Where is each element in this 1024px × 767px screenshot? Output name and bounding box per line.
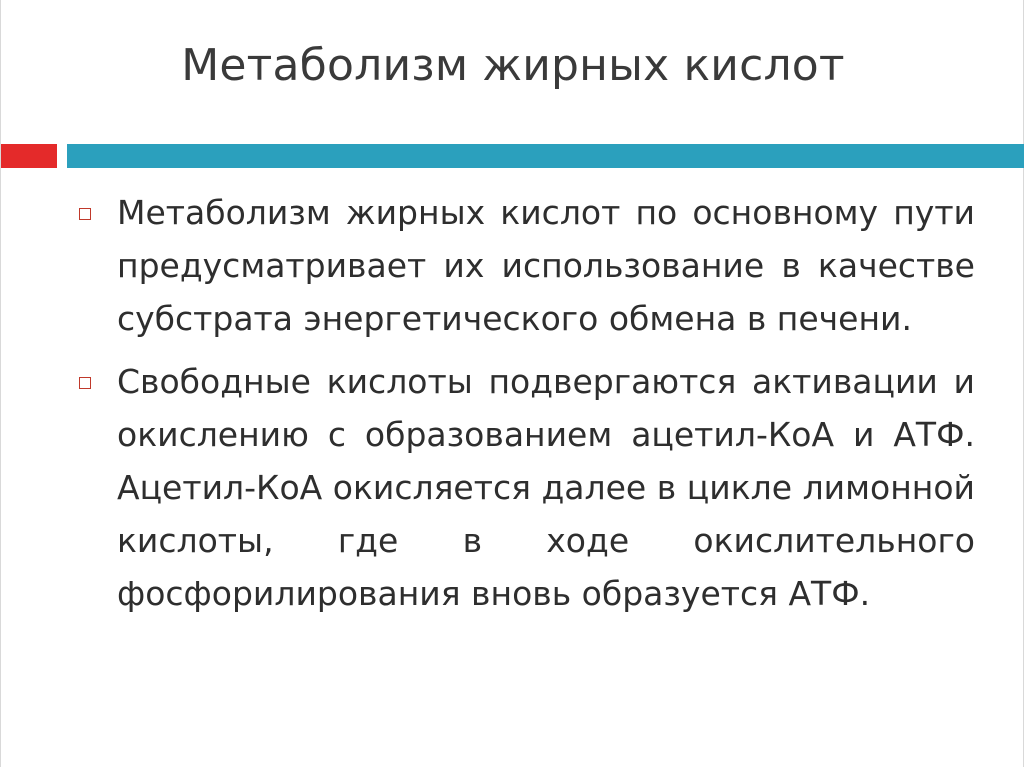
accent-bar-teal (67, 144, 1024, 168)
bullet-text: Свободные кислоты подвергаются активации и окислению с образованием ацетил-КоА и АТФ. Ацетил-КоА окисляется далее в цикле лимонной кислоты, где в ходе окислительного фосфорилирования вновь образуется АТФ. (117, 362, 975, 613)
slide-title: Метаболизм жирных кислот (181, 40, 845, 91)
accent-bar-red (1, 144, 57, 168)
bullet-item (75, 186, 975, 345)
bullet-list (75, 186, 975, 630)
bullet-text: Метаболизм жирных кислот по основному пути предусматривает их использование в качестве субстрата энергетического обмена в печени. (117, 193, 975, 338)
bullet-item (75, 355, 975, 620)
square-bullet-icon (79, 377, 91, 389)
square-bullet-icon (79, 208, 91, 220)
